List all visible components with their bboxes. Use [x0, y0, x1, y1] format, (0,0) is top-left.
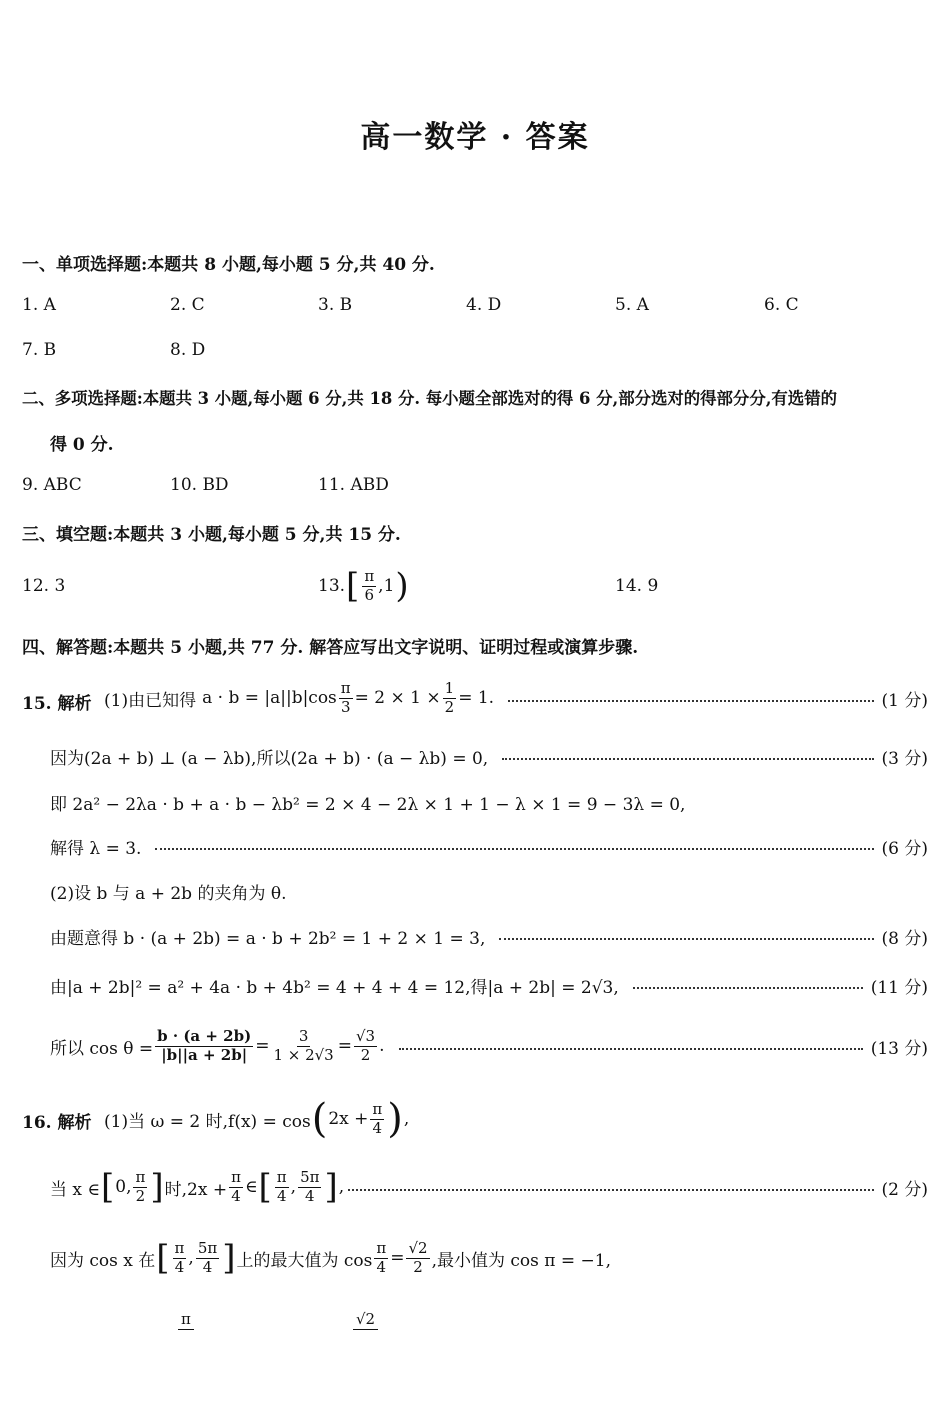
fraction-numerator: π: [135, 1167, 146, 1186]
cutoff-fraction-numerator: √2: [353, 1310, 378, 1330]
section-2-header-cont: 得 0 分.: [50, 435, 114, 455]
fraction: [298, 1167, 321, 1205]
fraction: [196, 1238, 219, 1276]
answer-14: 14. 9: [615, 576, 659, 596]
q15-line-7: [50, 973, 928, 997]
fraction-numerator: 5π: [197, 1238, 218, 1257]
leader-dots: [348, 1189, 873, 1191]
q15-line-4: [50, 834, 928, 858]
q16-l1-in: 2x +: [328, 1109, 369, 1129]
fraction-denominator: 3: [340, 697, 351, 716]
left-paren: (: [311, 1096, 328, 1142]
fraction-denominator: 4: [174, 1257, 185, 1276]
fraction: [271, 1026, 335, 1064]
fraction-numerator: 5π: [300, 1167, 320, 1186]
q15-line-2: [50, 744, 928, 768]
page-title: 高一数学 · 答案: [360, 120, 590, 155]
q15-l7-text: 由|a + 2b|² = a² + 4a · b + 4b² = 4 + 4 + 4 = 12,得|a + 2b| = 2√3,: [50, 977, 619, 998]
fraction-numerator: 3: [298, 1026, 309, 1045]
q16-l3-pre: 因为 cos x 在: [50, 1250, 156, 1271]
fraction-denominator: 2: [360, 1045, 371, 1064]
fraction-denominator: 4: [304, 1186, 315, 1205]
left-bracket: [: [258, 1167, 272, 1207]
fraction: [275, 1167, 289, 1205]
score: (6 分): [881, 838, 928, 859]
answer-4: 4. D: [466, 295, 502, 315]
q16-l2-pre: 当 x ∈: [50, 1179, 100, 1200]
cutoff-fraction-numerator: π: [178, 1310, 194, 1330]
fraction-denominator: |b||a + 2b|: [161, 1045, 248, 1064]
q15-line-6: [50, 924, 928, 948]
answer-6: 6. C: [764, 295, 799, 315]
q16-l2-tail: ,: [338, 1177, 345, 1197]
fraction: [354, 1026, 377, 1064]
right-bracket: ]: [150, 1167, 164, 1207]
q15-line-8: [50, 1022, 928, 1070]
fraction-denominator: 4: [231, 1186, 241, 1205]
section-3-header: 三、填空题:本题共 3 小题,每小题 5 分,共 15 分.: [22, 525, 401, 545]
answer-12: 12. 3: [22, 576, 66, 596]
fraction-numerator: π: [174, 1238, 185, 1257]
fraction-denominator: 4: [376, 1257, 387, 1276]
q15-l8-tail: .: [379, 1036, 385, 1056]
left-bracket: [: [156, 1238, 170, 1278]
q15-l1-eq: = 2 × 1 ×: [354, 688, 441, 708]
q15-l1-pre: (1)由已知得: [104, 690, 197, 711]
score: (13 分): [870, 1038, 928, 1059]
fraction-denominator: 4: [202, 1257, 213, 1276]
answer-8: 8. D: [170, 340, 206, 360]
fraction: [374, 1238, 388, 1276]
fraction-numerator: π: [364, 566, 375, 585]
q15-l8-eq2: =: [337, 1036, 352, 1056]
score: (2 分): [881, 1179, 928, 1200]
q15-l1-mid: a · b = |a||b|cos: [202, 688, 337, 708]
q16-line-2: [50, 1164, 928, 1210]
answer-1: 1. A: [22, 295, 56, 315]
answer-2: 2. C: [170, 295, 205, 315]
fraction-numerator: π: [376, 1238, 387, 1257]
fraction: [362, 566, 376, 604]
q15-l4-text: 解得 λ = 3.: [50, 838, 142, 859]
q16-l3-eq: =: [390, 1248, 405, 1268]
q16-l2-in: ∈: [244, 1177, 258, 1197]
fraction: [229, 1167, 243, 1205]
fraction-denominator: 6: [364, 585, 375, 604]
section-4-header: 四、解答题:本题共 5 小题,共 77 分. 解答应写出文字说明、证明过程或演算步骤.: [22, 638, 639, 658]
fraction-numerator: √2: [408, 1238, 428, 1257]
q15-l8-eq1: =: [255, 1036, 270, 1056]
answer-9: 9. ABC: [22, 475, 82, 495]
section-2-header: 二、多项选择题:本题共 3 小题,每小题 6 分,共 18 分. 每小题全部选对的得 6 分,部分选对的得部分分,有选错的: [22, 389, 837, 408]
leader-dots: [633, 987, 863, 989]
fraction-numerator: 1: [444, 678, 455, 697]
right-bracket: ]: [222, 1238, 236, 1278]
score: (11 分): [870, 977, 928, 998]
q15-l2-text: 因为(2a + b) ⊥ (a − λb),所以(2a + b) · (a − λb) = 0,: [50, 748, 489, 769]
answer-13-label: 13.: [318, 576, 346, 596]
q16-l3-tail: ,最小值为 cos π = −1,: [431, 1250, 611, 1271]
fraction: [443, 678, 457, 716]
q15-line-5: (2)设 b 与 a + 2b 的夹角为 θ.: [50, 884, 287, 904]
answer-7: 7. B: [22, 340, 57, 360]
answer-5: 5. A: [615, 295, 649, 315]
q16-label: 16. 解析: [22, 1113, 92, 1133]
q15-label: 15. 解析: [22, 694, 92, 714]
q16-l1-tail: ,: [403, 1109, 410, 1129]
fraction-denominator: 4: [372, 1118, 383, 1137]
leader-dots: [499, 938, 873, 940]
answer-13-tail: ,1: [378, 576, 395, 596]
q16-line-3: [50, 1235, 611, 1281]
fraction-denominator: 2: [135, 1186, 146, 1205]
q16-l2-mid: 时,2x +: [164, 1179, 228, 1200]
fraction: [173, 1238, 187, 1276]
leader-dots: [399, 1048, 863, 1050]
q16-line-1: [104, 1096, 409, 1142]
right-paren: ): [387, 1096, 403, 1142]
fraction-denominator: 4: [276, 1186, 287, 1205]
q15-line-1: [104, 676, 928, 720]
section-1-header: 一、单项选择题:本题共 8 小题,每小题 5 分,共 40 分.: [22, 255, 435, 275]
fraction-denominator: 1 × 2√3: [273, 1045, 334, 1064]
right-paren: ): [395, 566, 409, 606]
leader-dots: [508, 700, 873, 702]
fraction-numerator: b · (a + 2b): [157, 1026, 252, 1045]
q15-l1-tail: = 1.: [458, 688, 495, 708]
answer-3: 3. B: [318, 295, 353, 315]
q15-line-3: 即 2a² − 2λa · b + a · b − λb² = 2 × 4 − 2λ × 1 + 1 − λ × 1 = 9 − 3λ = 0,: [50, 795, 686, 815]
leader-dots: [155, 848, 873, 850]
score: (3 分): [881, 748, 928, 769]
answer-10: 10. BD: [170, 475, 229, 495]
q16-l2-comma: ,: [290, 1177, 297, 1197]
q16-l2-a: 0,: [115, 1177, 132, 1197]
q16-l1-pre: (1)当 ω = 2 时,f(x) = cos: [104, 1111, 311, 1132]
fraction-denominator: 2: [413, 1257, 423, 1276]
left-bracket: [: [346, 566, 360, 606]
right-bracket: ]: [324, 1167, 338, 1207]
fraction: [370, 1099, 384, 1137]
fraction: [155, 1026, 253, 1064]
fraction-denominator: 2: [444, 697, 455, 716]
q15-l8-pre: 所以 cos θ =: [50, 1038, 154, 1059]
fraction-numerator: π: [276, 1167, 287, 1186]
fraction-numerator: π: [340, 678, 351, 697]
answer-13: [318, 563, 410, 609]
q16-l3-comma: ,: [188, 1248, 194, 1268]
fraction: [133, 1167, 147, 1205]
fraction-numerator: π: [372, 1099, 383, 1118]
score: (1 分): [881, 690, 928, 711]
answer-11: 11. ABD: [318, 475, 389, 495]
fraction-numerator: √3: [355, 1026, 376, 1045]
leader-dots: [502, 758, 873, 760]
q16-l3-mid: 上的最大值为 cos: [236, 1250, 373, 1271]
fraction: [339, 678, 353, 716]
fraction-numerator: π: [231, 1167, 241, 1186]
left-bracket: [: [100, 1167, 115, 1207]
fraction: [406, 1238, 429, 1276]
score: (8 分): [881, 928, 928, 949]
q15-l6-text: 由题意得 b · (a + 2b) = a · b + 2b² = 1 + 2 × 1 = 3,: [50, 928, 486, 949]
